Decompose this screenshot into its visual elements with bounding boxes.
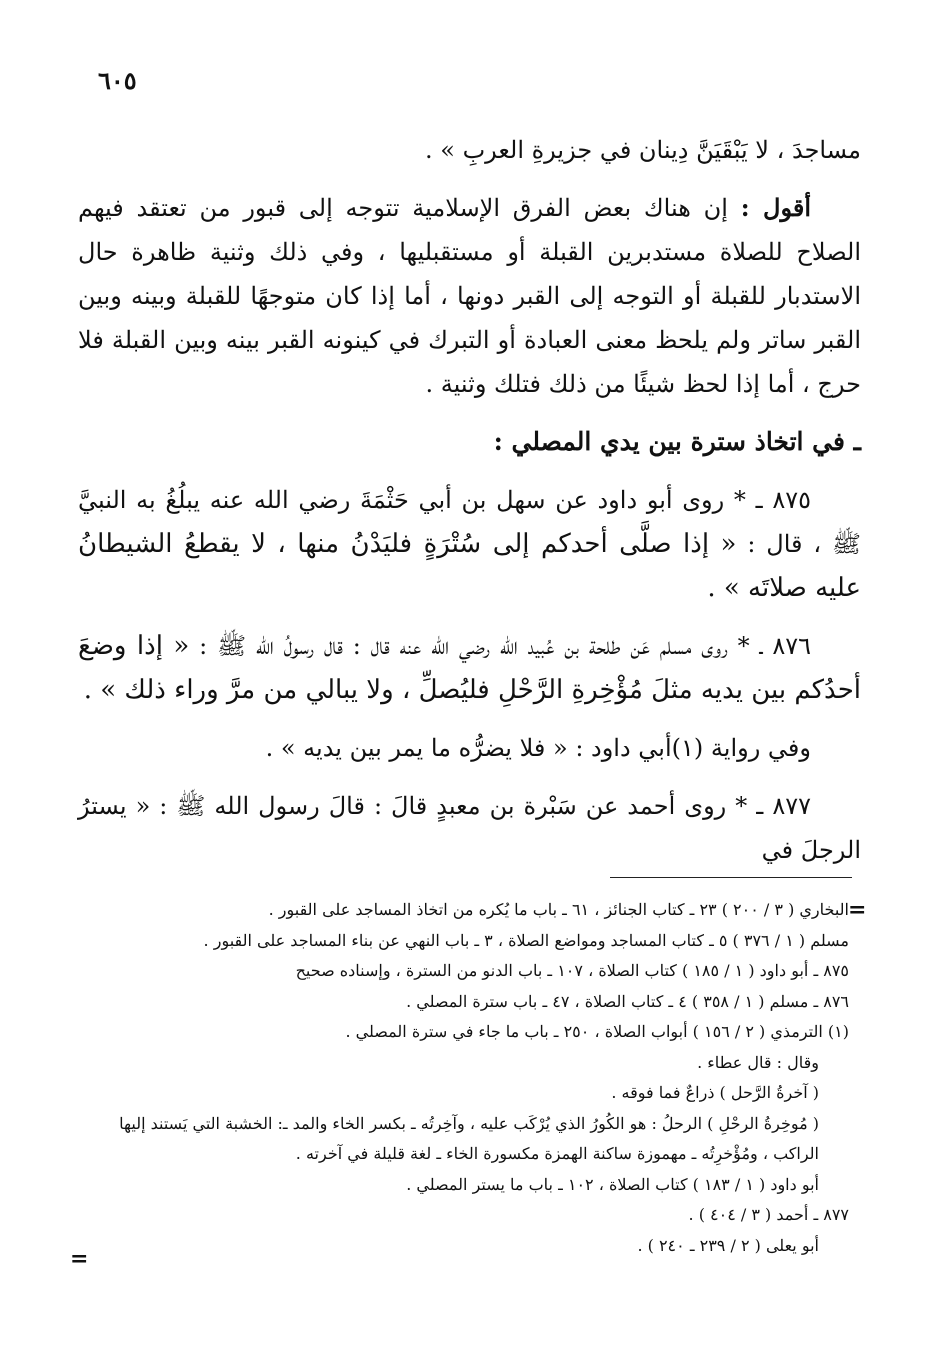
footnote-line: ٨٧٧ ـ أحمد ( ٣ / ٤٠٤ ) . (688, 1205, 849, 1224)
hadith-875 (78, 478, 861, 610)
main-text (78, 128, 861, 886)
footnote-line: ٨٧٥ ـ أبو داود ( ١ / ١٨٥ ) كتاب الصلاة ، ١٠٧ ـ باب الدنو من السترة ، وإسناده صحيح (295, 961, 849, 980)
footnote-line: (١) الترمذي ( ٢ / ١٥٦ ) أبواب الصلاة ، ٢٥٠ ـ باب ما جاء في سترة المصلي . (345, 1022, 849, 1041)
hadith-877: ٨٧٧ ـ * روى أحمد عن سَبْرة بن معبدٍ قالَ : قالَ رسول الله ﷺ : « يسترُ الرجلَ في (78, 792, 861, 864)
footnote-line: أبو يعلى ( ٢ / ٢٣٩ ـ ٢٤٠ ) . (637, 1235, 819, 1255)
footnote-line: وقال : قال عطاء . (697, 1052, 819, 1072)
footnote-continuation-mark-top: = (848, 897, 867, 923)
hadith-875-quote: « إذا صلَّى أحدكم إلى سُتْرَةٍ فليَدْنُ منها ، لا يقطعُ الشيطانُ عليه صلاتَه » . (78, 529, 861, 603)
footnotes (100, 895, 849, 1261)
footnote-line: ( آخرةُ الرَّحل ) ذراعٌ فما فوقه . (611, 1083, 819, 1102)
commentary-label: أقول : (740, 193, 811, 222)
continuation-paragraph: مساجدَ ، لا يَبْقَيَنَّ دِينان في جزيرةِ العربِ » . (425, 136, 861, 164)
commentary-text: إن هناك بعض الفرق الإسلامية تتوجه إلى قبور من تعتقد فيهم الصلاح للصلاة مستدبرين القبلة أو مستقبليها ، وفي ذلك وثنية ظاهرة حال الاستدبار للقبلة أو التوجه إلى القبر دونها ، أما إذا كان متوجهًا للقبلة وبينه وبين القبر ساتر ولم يلحظ معنى العبادة أو التبرك في كينونه القبر بينه وبين القبلة فلا حرج ، أما إذا لحظ شيئًا من ذلك فتلك وثنية . (78, 194, 862, 398)
footnote-divider (610, 877, 852, 878)
page-number: ٦٠٥ (98, 66, 137, 95)
riwaya-paragraph: وفي رواية (١)أبي داود : « فلا يضرُّه ما يمر بين يديه » . (265, 734, 811, 762)
footnote-line: أبو داود ( ١ / ١٨٣ ) كتاب الصلاة ، ١٠٢ ـ باب ما يستر المصلي . (406, 1174, 819, 1194)
footnote-line: الراكب ، ومُؤْخرِتُه ـ مهموزة ساكنة الهمزة مكسورة الخاء ـ لغة قليلة في آخرته . (295, 1144, 819, 1163)
hadith-876-lead: ٨٧٦ ـ * روى مسلم عَن طلحة بن عُبيد الله رضي الله عنه قال : قال رسولُ الله ﷺ : (199, 632, 811, 660)
hadith-876 (78, 624, 861, 712)
hadith-875-lead: ٨٧٥ ـ * روى أبو داود عن سهل بن أبي حَثْمَةَ رضي الله عنه يبلُغُ به النبيَّ ﷺ ، قال : (78, 486, 861, 558)
footnote-line: مسلم ( ١ / ٣٧٦ ) ٥ ـ كتاب المساجد ومواضع الصلاة ، ٣ ـ باب النهي عن بناء المساجد على القبور . (203, 930, 849, 950)
commentary-paragraph (78, 186, 861, 406)
footnote-line: البخاري ( ٣ / ٢٠٠ ) ٢٣ ـ كتاب الجنائز ، ٦١ ـ باب ما يُكره من اتخاذ المساجد على القبور . (268, 900, 849, 919)
section-heading: ـ في اتخاذ سترة بين يدي المصلي : (493, 427, 861, 456)
footnote-continuation-mark-bottom: = (70, 1246, 89, 1272)
footnote-line: ( مُوخِرةُ الرحْلِ ) الرحلُ : هو الكُورُ الذي يُرْكَب عليه ، وآخِرتُه ـ بكسر الخاء والمد ـ: الخشبة التي يَستند إليها (119, 1113, 819, 1133)
footnote-line: ٨٧٦ ـ مسلم ( ١ / ٣٥٨ ) ٤ ـ كتاب الصلاة ، ٤٧ ـ باب سترة المصلي . (406, 991, 849, 1011)
hadith-876-quote: « إذا وضعَ أحدُكم بين يديه مثلَ مُؤْخِرةِ الرَّحْلِ فليُصلِّ ، ولا يبالي من مرَّ وراء ذلك » . (78, 631, 861, 705)
